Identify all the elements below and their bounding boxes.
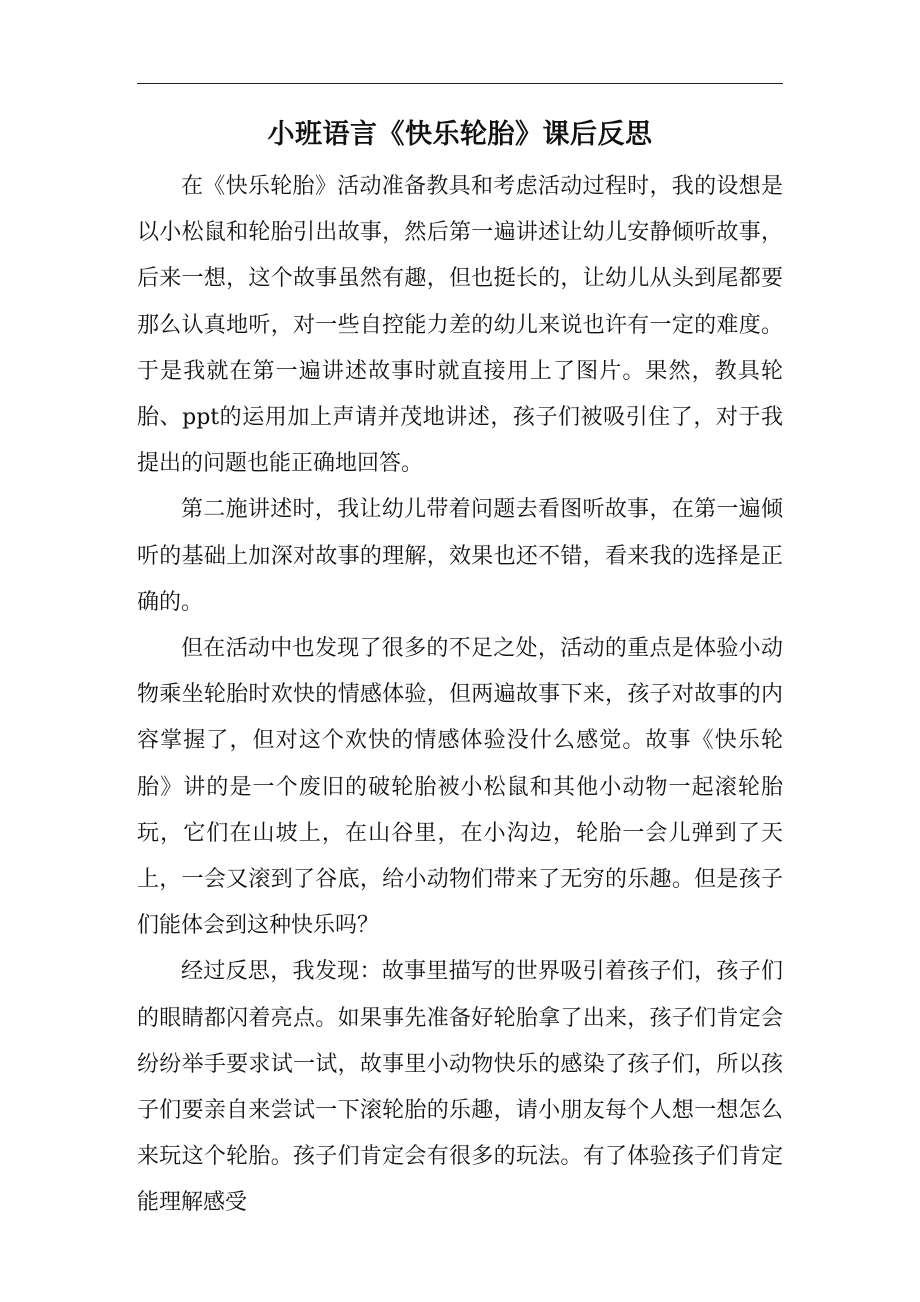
- document-title: 小班语言《快乐轮胎》课后反思: [267, 119, 653, 150]
- paragraph-3: 但在活动中也发现了很多的不足之处，活动的重点是体验小动物乘坐轮胎时欢快的情感体验，但两遍故事下来，孩子对故事的内容掌握了，但对这个欢快的情感体验没什么感觉。故事《快乐轮胎》讲的是一个废旧的破轮胎被小松鼠和其他小动物一起滚轮胎玩，它们在山坡上，在山谷里，在小沟边，轮胎一会儿弹到了天上，一会又滚到了谷底，给小动物们带来了无穷的乐趣。但是孩子们能体会到这种快乐吗？: [137, 636, 783, 939]
- paragraph-2: 第二施讲述时，我让幼儿带着问题去看图听故事，在第一遍倾听的基础上加深对故事的理解，效果也还不错，看来我的选择是正确的。: [137, 497, 783, 615]
- paragraph-4: 经过反思，我发现：故事里描写的世界吸引着孩子们，孩子们的眼睛都闪着亮点。如果事先准备好轮胎拿了出来，孩子们肯定会纷纷举手要求试一试，故事里小动物快乐的感染了孩子们，所以孩子们要亲自来尝试一下滚轮胎的乐趣，请小朋友每个人想一想怎么来玩这个轮胎。孩子们肯定会有很多的玩法。有了体验孩子们肯定能理解感受: [137, 959, 783, 1216]
- paragraph-1: 在《快乐轮胎》活动准备教具和考虑活动过程时，我的设想是以小松鼠和轮胎引出故事，然后第一遍讲述让幼儿安静倾听故事，后来一想，这个故事虽然有趣，但也挺长的，让幼儿从头到尾都要那么认真地听，对一些自控能力差的幼儿来说也许有一定的难度。于是我就在第一遍讲述故事时就直接用上了图片。果然，教具轮胎、ppt的运用加上声请并茂地讲述，孩子们被吸引住了，对于我提出的问题也能正确地回答。: [137, 174, 783, 477]
- header-rule: [137, 83, 783, 84]
- document-body: [137, 164, 783, 1227]
